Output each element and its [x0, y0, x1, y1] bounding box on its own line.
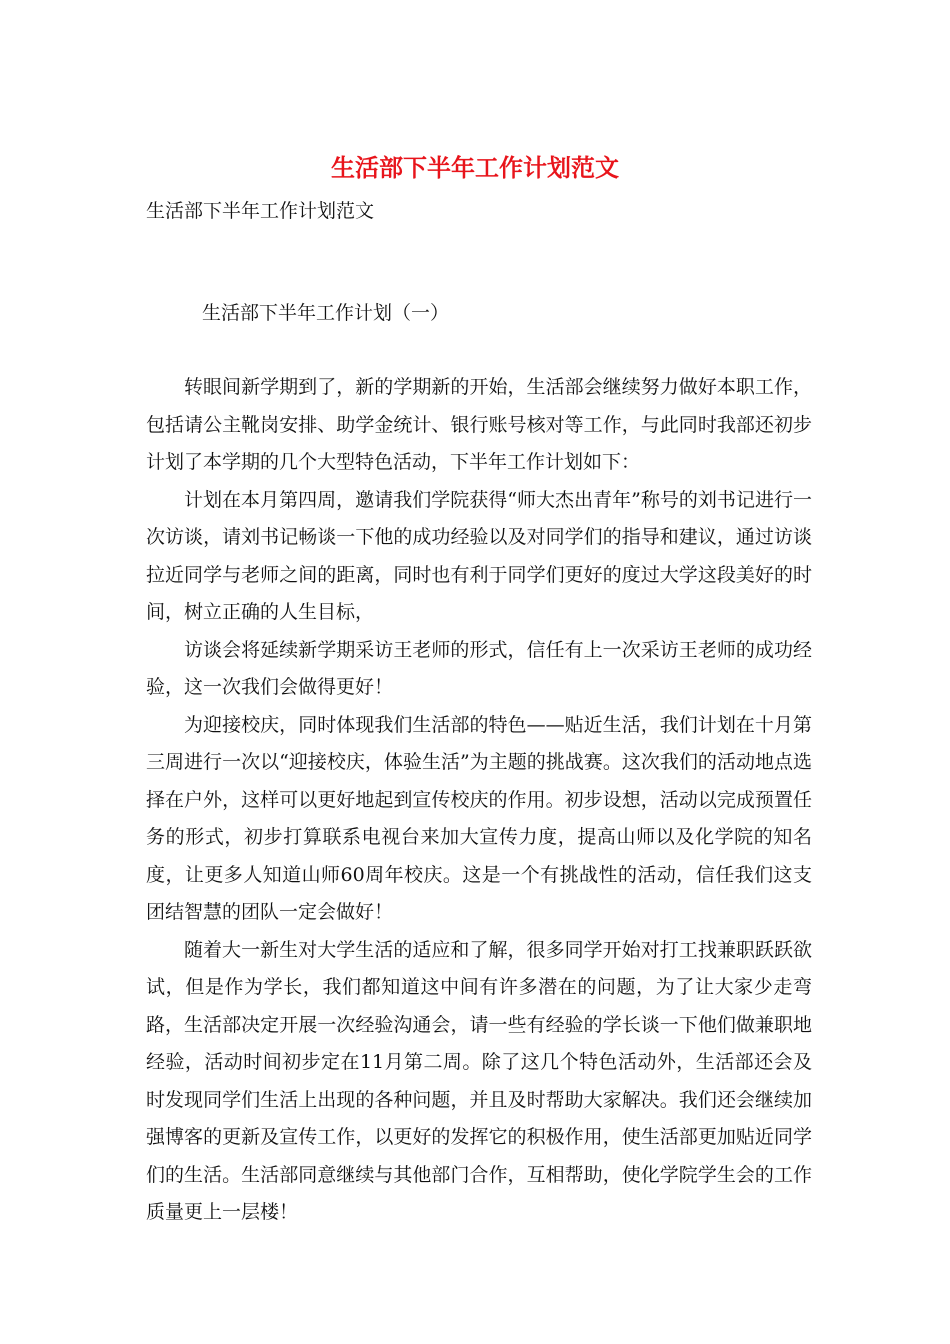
document-subtitle: 生活部下半年工作计划范文	[146, 200, 375, 222]
paragraph: 访谈会将延续新学期采访王老师的形式，信任有上一次采访王老师的成功经验，这一次我们会做得更好！	[146, 638, 812, 698]
document-body	[146, 369, 812, 1232]
paragraph: 随着大一新生对大学生活的适应和了解，很多同学开始对打工找兼职跃跃欲试，但是作为学长，我们都知道这中间有许多潜在的问题，为了让大家少走弯路，生活部决定开展一次经验沟通会，请一些有经验的学长谈一下他们做兼职地经验，活动时间初步定在11月第二周。除了这几个特色活动外，生活部还会及时发现同学们生活上出现的各种问题，并且及时帮助大家解决。我们还会继续加强博客的更新及宣传工作，以更好的发挥它的积极作用，使生活部更加贴近同学们的生活。生活部同意继续与其他部门合作，互相帮助，使化学院学生会的工作质量更上一层楼！	[146, 938, 812, 1223]
section-heading: 生活部下半年工作计划（一）	[202, 302, 450, 324]
paragraph: 为迎接校庆，同时体现我们生活部的特色——贴近生活，我们计划在十月第三周进行一次以“迎接校庆，体验生活”为主题的挑战赛。这次我们的活动地点选择在户外，这样可以更好地起到宣传校庆的作用。初步设想，活动以完成预置任务的形式，初步打算联系电视台来加大宣传力度，提高山师以及化学院的知名度，让更多人知道山师60周年校庆。这是一个有挑战性的活动，信任我们这支团结智慧的团队一定会做好！	[146, 713, 812, 923]
document-title: 生活部下半年工作计划范文	[331, 153, 619, 182]
paragraph: 转眼间新学期到了，新的学期新的开始，生活部会继续努力做好本职工作，包括请公主靴岗安排、助学金统计、银行账号核对等工作，与此同时我部还初步计划了本学期的几个大型特色活动，下半年工作计划如下：	[146, 376, 812, 473]
paragraph: 计划在本月第四周，邀请我们学院获得“师大杰出青年”称号的刘书记进行一次访谈，请刘书记畅谈一下他的成功经验以及对同学们的指导和建议，通过访谈拉近同学与老师之间的距离，同时也有利于同学们更好的度过大学这段美好的时间，树立正确的人生目标，	[146, 488, 812, 623]
